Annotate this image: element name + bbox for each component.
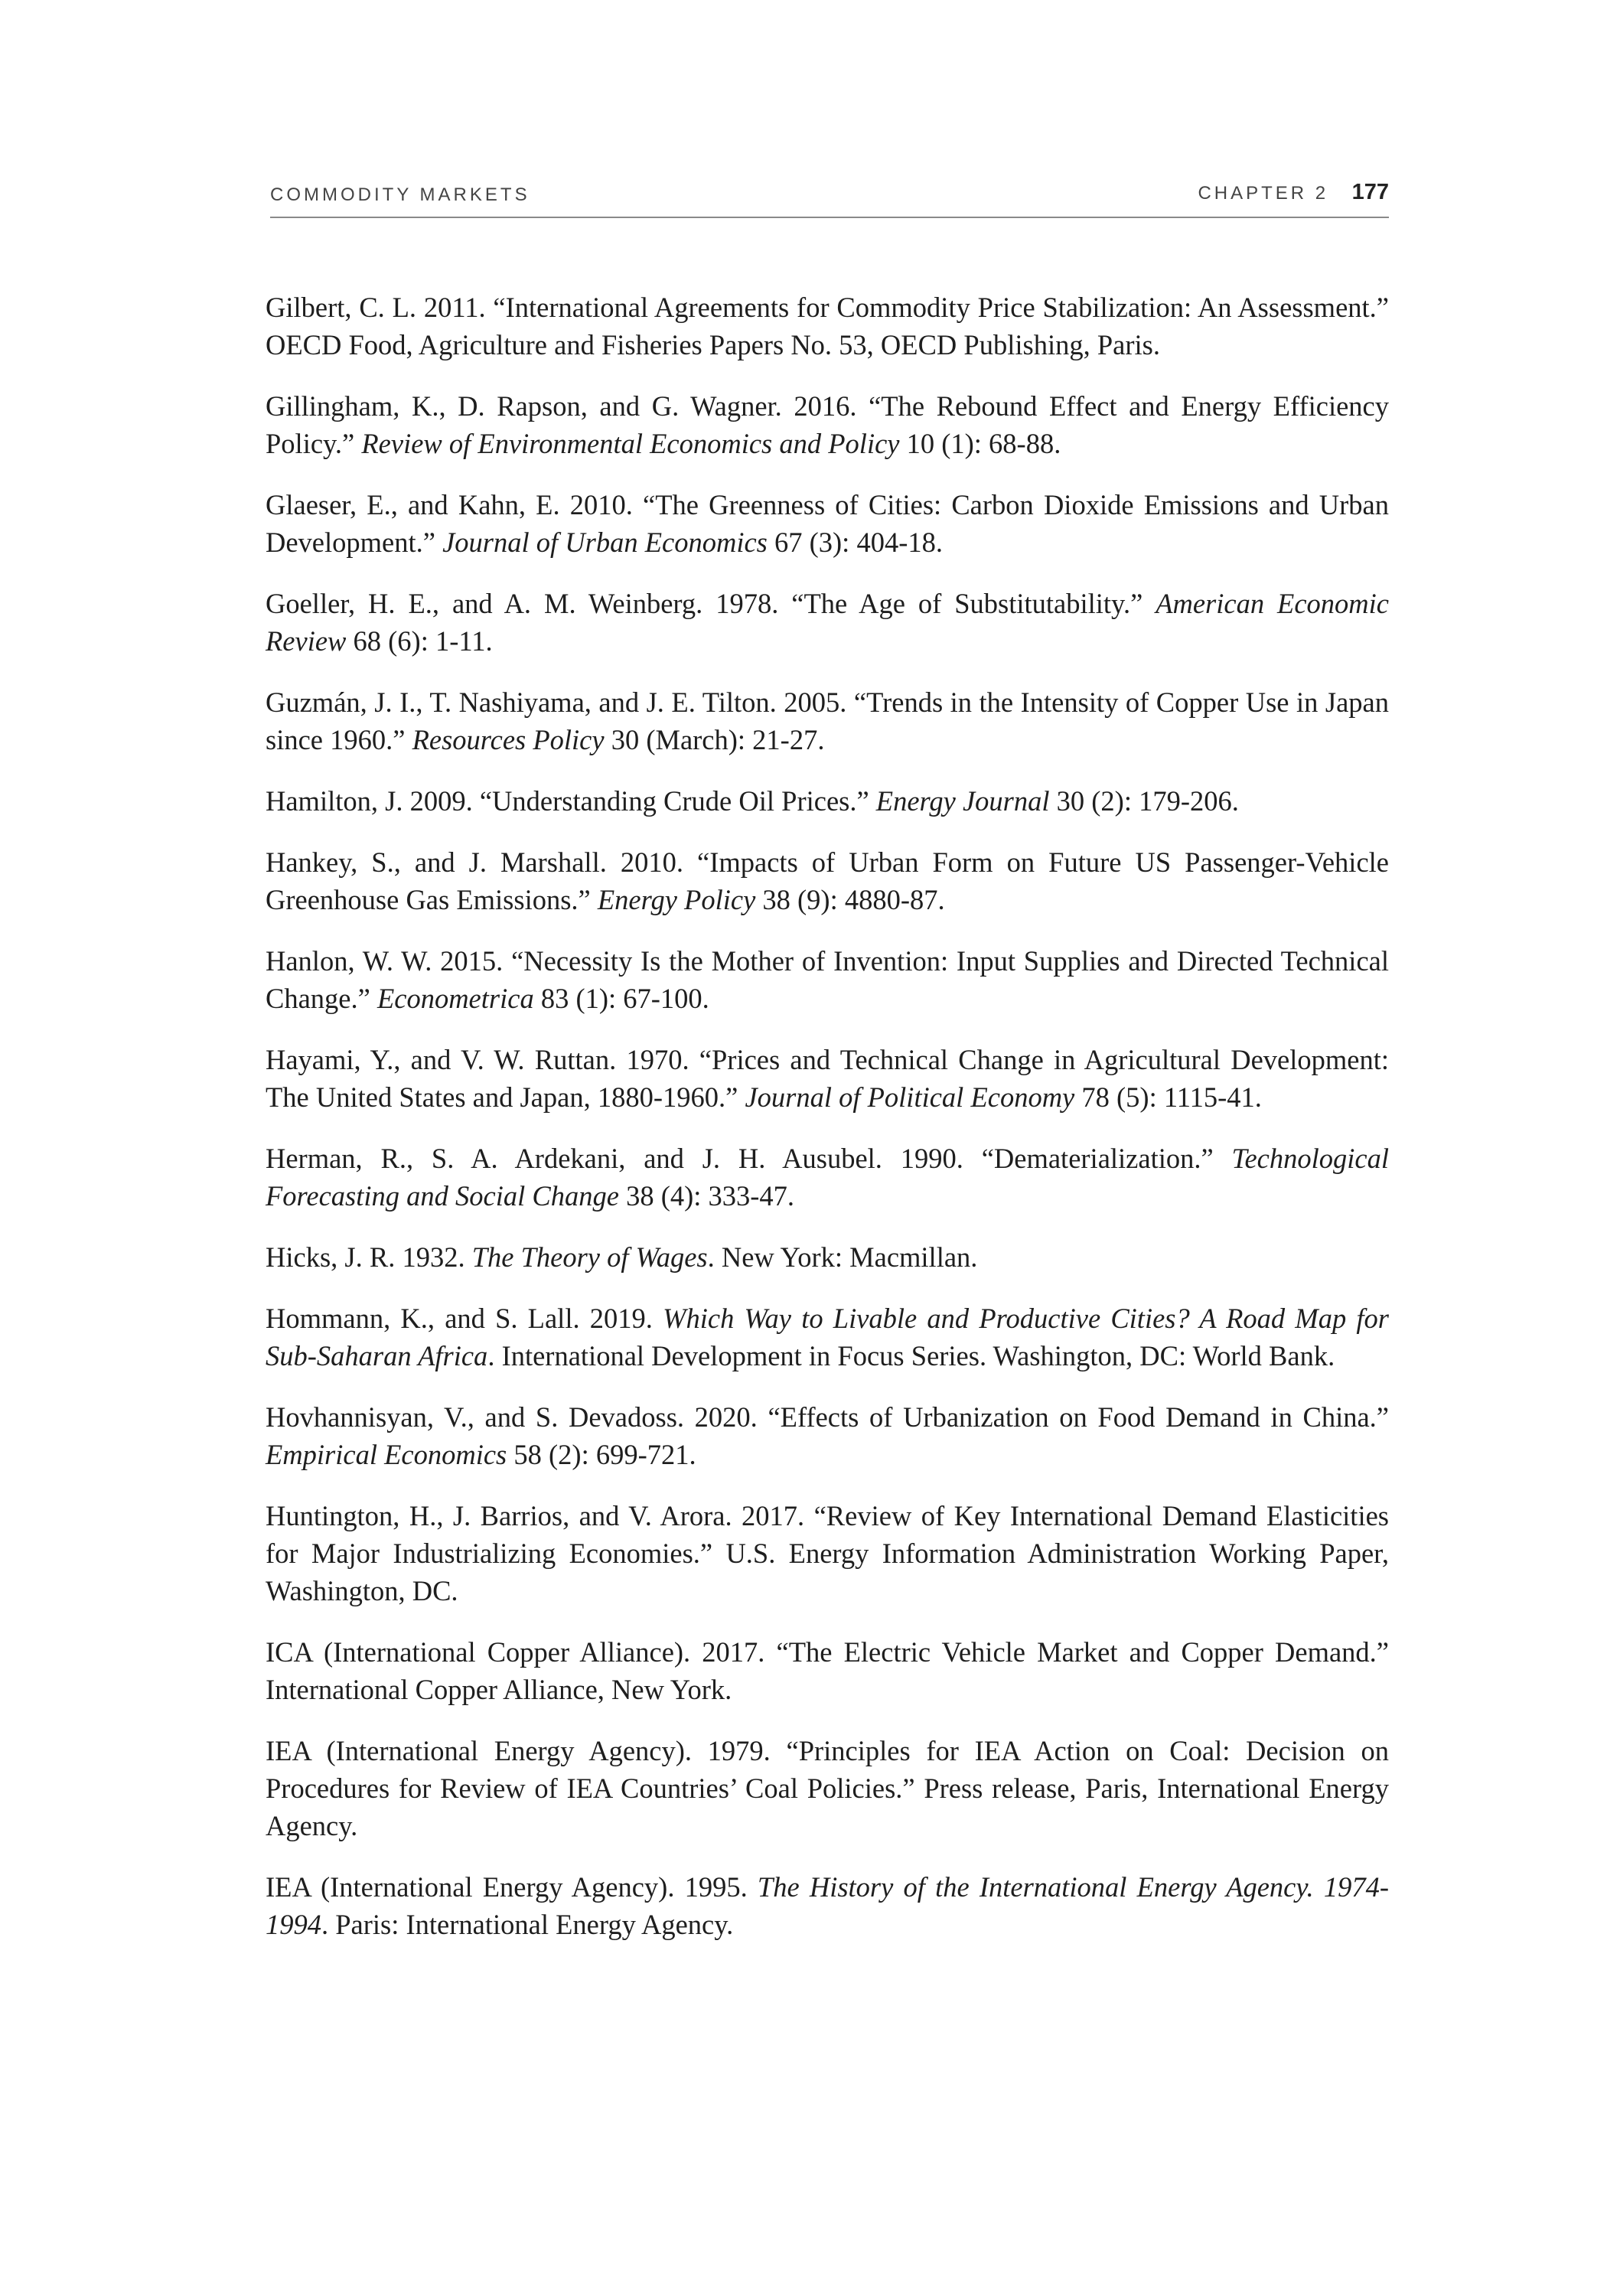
reference-text: IEA (International Energy Agency). 1995.: [266, 1871, 758, 1903]
page-number: 177: [1351, 180, 1389, 204]
reference-entry: [266, 1868, 1389, 1943]
reference-entry: [266, 683, 1389, 758]
reference-citation: 78 (5): 1115-41.: [1074, 1081, 1262, 1113]
reference-citation: . Paris: International Energy Agency.: [321, 1909, 734, 1940]
running-header-right: [1198, 180, 1389, 205]
reference-text: Hovhannisyan, V., and S. Devadoss. 2020. “Effects of Urbanization on Food Demand in China.”: [266, 1401, 1389, 1433]
reference-journal: American Economic Review: [266, 588, 1389, 657]
reference-text: Hamilton, J. 2009. “Understanding Crude Oil Prices.”: [266, 785, 876, 817]
reference-text: Herman, R., S. A. Ardekani, and J. H. Ausubel. 1990. “Dematerialization.”: [266, 1143, 1232, 1174]
reference-journal: Technological Forecasting and Social Change: [266, 1143, 1389, 1212]
reference-entry: [266, 585, 1389, 660]
reference-journal: Energy Policy: [597, 884, 756, 915]
reference-text: Hommann, K., and S. Lall. 2019.: [266, 1303, 663, 1334]
reference-entry: [266, 782, 1389, 820]
reference-journal: Which Way to Livable and Productive Cities? A Road Map for Sub-Saharan Africa: [266, 1303, 1389, 1371]
reference-journal: Empirical Economics: [266, 1439, 507, 1470]
reference-citation: . New York: Macmillan.: [707, 1241, 978, 1273]
reference-journal: Econometrica: [376, 983, 534, 1014]
reference-entry: [266, 1238, 1389, 1276]
reference-citation: 83 (1): 67-100.: [533, 983, 709, 1014]
reference-entry: [266, 843, 1389, 918]
reference-citation: 38 (4): 333-47.: [618, 1180, 795, 1212]
reference-text: Hayami, Y., and V. W. Ruttan. 1970. “Prices and Technical Change in Agricultural Development: The United States and Japan, 1880-1960.”: [266, 1044, 1389, 1113]
reference-text: ICA (International Copper Alliance). 2017. “The Electric Vehicle Market and Copper Demand.” International Copper Alliance, New York.: [266, 1636, 1389, 1705]
reference-entry: [266, 1300, 1389, 1375]
reference-journal: Review of Environmental Economics and Policy: [361, 428, 900, 459]
running-header: [270, 178, 1389, 218]
reference-text: Goeller, H. E., and A. M. Weinberg. 1978. “The Age of Substitutability.”: [266, 588, 1156, 619]
reference-citation: 67 (3): 404-18.: [767, 527, 943, 558]
reference-text: Huntington, H., J. Barrios, and V. Arora. 2017. “Review of Key International Demand Elasticities for Major Industrializing Economies.” U.S. Energy Information Administration Working Paper, Washington, DC.: [266, 1500, 1389, 1606]
reference-text: Hankey, S., and J. Marshall. 2010. “Impacts of Urban Form on Future US Passenger-Vehicle Greenhouse Gas Emissions.”: [266, 846, 1389, 915]
reference-entry: [266, 1041, 1389, 1116]
reference-journal: The History of the International Energy Agency. 1974-1994: [266, 1871, 1390, 1940]
reference-journal: Journal of Urban Economics: [442, 527, 768, 558]
reference-entry: [266, 486, 1389, 561]
reference-text: Hicks, J. R. 1932.: [266, 1241, 472, 1273]
reference-journal: Journal of Political Economy: [745, 1081, 1075, 1113]
reference-list: [266, 289, 1389, 1967]
reference-entry: [266, 387, 1389, 462]
reference-citation: 30 (2): 179-206.: [1049, 785, 1239, 817]
reference-entry: [266, 1140, 1389, 1215]
reference-text: Glaeser, E., and Kahn, E. 2010. “The Greenness of Cities: Carbon Dioxide Emissions and Urban Development.”: [266, 489, 1389, 558]
chapter-label: CHAPTER 2: [1198, 183, 1329, 204]
reference-entry: [266, 1497, 1389, 1609]
reference-text: Gillingham, K., D. Rapson, and G. Wagner. 2016. “The Rebound Effect and Energy Efficiency Policy.”: [266, 390, 1389, 459]
reference-journal: The Theory of Wages: [471, 1241, 708, 1273]
reference-entry: [266, 942, 1389, 1017]
reference-text: Guzmán, J. I., T. Nashiyama, and J. E. Tilton. 2005. “Trends in the Intensity of Copper Use in Japan since 1960.”: [266, 687, 1389, 755]
reference-citation: 58 (2): 699-721.: [507, 1439, 696, 1470]
reference-citation: 10 (1): 68-88.: [899, 428, 1061, 459]
reference-text: IEA (International Energy Agency). 1979. “Principles for IEA Action on Coal: Decision on Procedures for Review of IEA Countries’ Coal Policies.” Press release, Paris, International Energy Agency.: [266, 1735, 1389, 1841]
reference-text: Gilbert, C. L. 2011. “International Agreements for Commodity Price Stabilization: An Assessment.” OECD Food, Agriculture and Fisheries Papers No. 53, OECD Publishing, Paris.: [266, 292, 1389, 360]
reference-entry: [266, 1633, 1389, 1708]
reference-citation: . International Development in Focus Series. Washington, DC: World Bank.: [487, 1340, 1335, 1371]
reference-journal: Resources Policy: [412, 724, 605, 755]
reference-entry: [266, 1398, 1389, 1473]
reference-text: Hanlon, W. W. 2015. “Necessity Is the Mother of Invention: Input Supplies and Directed Technical Change.”: [266, 945, 1389, 1014]
reference-entry: [266, 289, 1389, 364]
reference-citation: 30 (March): 21-27.: [604, 724, 825, 755]
reference-citation: 68 (6): 1-11.: [346, 625, 493, 657]
reference-citation: 38 (9): 4880-87.: [755, 884, 945, 915]
reference-entry: [266, 1732, 1389, 1844]
running-header-title: COMMODITY MARKETS: [270, 184, 530, 205]
reference-journal: Energy Journal: [875, 785, 1050, 817]
